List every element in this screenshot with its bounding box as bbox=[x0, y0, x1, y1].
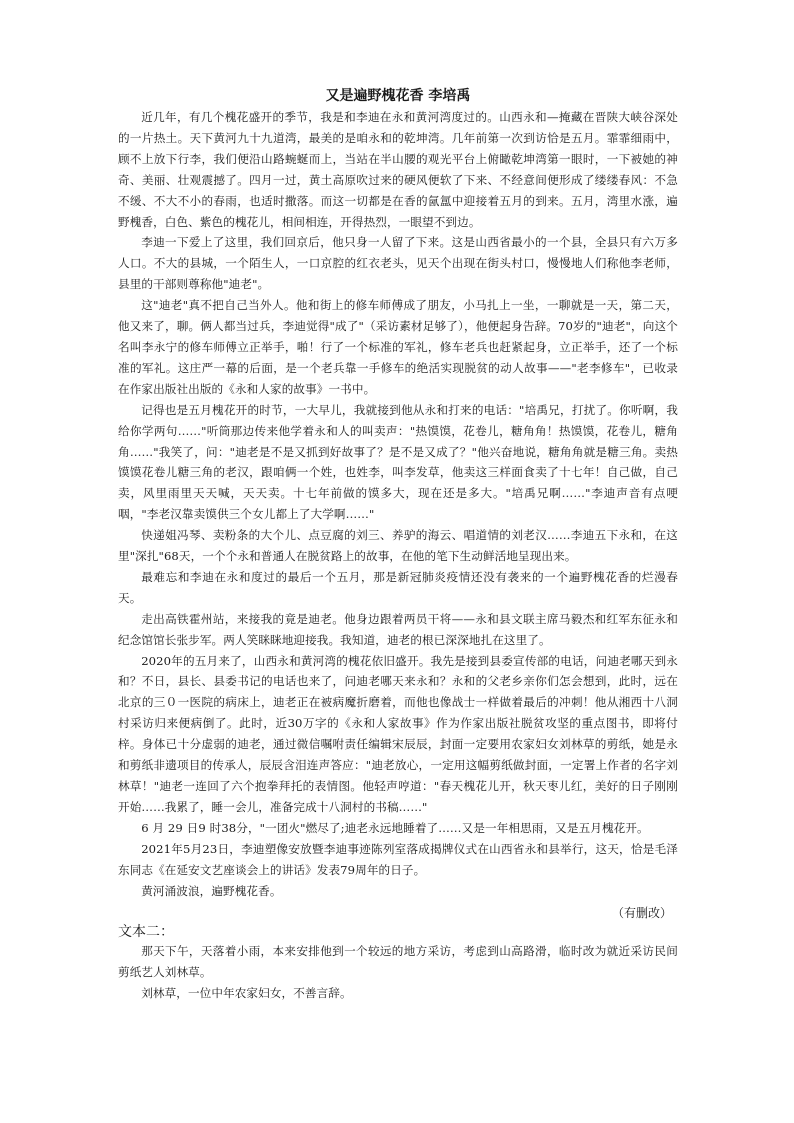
article-body bbox=[118, 107, 678, 901]
paragraph: 那天下午，天落着小雨，本来安排他到一个较远的地方采访，考虑到山高路滑，临时改为就近采访民间剪纸艺人刘林草。 bbox=[118, 944, 678, 980]
paragraph: 李迪一下爱上了这里，我们回京后，他只身一人留了下来。这是山西省最小的一个县，全县只有六万多人口。不大的县城，一个陌生人，一口京腔的红衣老头，见天个出现在街头村口，慢慢地人们称他李老师，县里的干部则尊称他"迪老"。 bbox=[118, 235, 678, 292]
paragraph: 6 月 29 日9 时38分，"一团火"燃尽了;迪老永远地睡着了……又是一年相思雨，又是五月槐花开。 bbox=[141, 820, 649, 835]
document-page bbox=[118, 88, 678, 1004]
paragraph: 走出高铁霍州站，来接我的竟是迪老。他身边跟着两员干将——永和县文联主席马毅杰和红军东征永和纪念馆馆长张步军。两人笑眯眯地迎接我。我知道，迪老的根已深深地扎在这里了。 bbox=[118, 611, 678, 647]
paragraph: 记得也是五月槐花开的时节，一大早儿，我就接到他从永和打来的电话："培禹兄，打扰了。你听啊，我给你学两句……"听筒那边传来他学着永和人的叫卖声："热馍馍，花卷儿，糖角角！热馍馍，花卷儿，糖角角……"我笑了，问："迪老是不是又抓到好故事了？是不是又成了？"他兴奋地说，糖角角就是糖三角。卖热馍馍花卷儿糖三角的老汉，跟咱俩一个姓，也姓李，叫李发草，他卖这三样面食卖了十七年！自己做，自己卖，风里雨里天天喊，天天卖。十七年前做的馍多大，现在还是多大。"培禹兄啊……"李迪声音有点哽咽，"李老汉靠卖馍供三个女儿都上了大学啊……" bbox=[118, 402, 678, 522]
section2-body bbox=[118, 941, 678, 1004]
paragraph: 近几年，有几个槐花盛开的季节，我是和李迪在永和黄河湾度过的。山西永和—掩藏在晋陕大峡谷深处的一片热土。天下黄河九十九道湾，最美的是咱永和的乾坤湾。几年前第一次到访恰是五月。霏霏细雨中，顾不上放下行李，我们便沿山路蜿蜒而上，当站在半山腰的观光平台上俯瞰乾坤湾第一眼时，一下被她的神奇、美丽、壮观震撼了。四月一过，黄土高原吹过来的硬风便软了下来、不经意间便形成了缕缕春风：不急不缓、不大不小的春雨，也适时撒落。而这一切都是在香的氤氲中迎接着五月的到来。五月，湾里水涨，遍野槐香，白色、紫色的槐花儿，相间相连，开得热烈，一眼望不到边。 bbox=[118, 110, 678, 229]
paragraph: 快递姐冯琴、卖粉条的大个儿、点豆腐的刘三、养驴的海云、唱道情的刘老汉……李迪五下永和，在这里"深扎"68天，一个个永和普通人在脱贫路上的故事，在他的笔下生动鲜活地呈现出来。 bbox=[118, 528, 678, 564]
section-label: 文本二： bbox=[118, 924, 174, 941]
paragraph: 最难忘和李迪在永和度过的最后一个五月，那是新冠肺炎疫情还没有袭来的一个遍野槐花香的烂漫春天。 bbox=[118, 569, 678, 605]
paragraph: 黄河涌波浪，遍野槐花香。 bbox=[141, 883, 282, 898]
paragraph: 2021年5月23日，李迪塑像安放暨李迪事迹陈列室落成揭牌仪式在山西省永和县举行，这天，恰是毛泽东同志《在延安文艺座谈会上的讲话》发表79周年的日子。 bbox=[118, 841, 678, 877]
edit-note: （有删改） bbox=[611, 906, 672, 921]
article-title: 又是遍野槐花香 李培禹 bbox=[325, 88, 471, 104]
paragraph: 这"迪老"真不把自己当外人。他和街上的修车师傅成了朋友，小马扎上一坐，一聊就是一天，第二天，他又来了，聊。俩人都当过兵，李迪觉得"成了"（采访素材足够了），他便起身告辞。70岁的"迪老"，向这个名叫李永宁的修车师傅立正举手，啪！行了一个标准的军礼，修车老兵也赶紧起身，立正举手，还了一个标准的军礼。这庄严一幕的后面，是一个老兵靠一手修车的绝活实现脱贫的动人故事——"老李修车"，已收录在作家出版社出版的《永和人家的故事》一书中。 bbox=[118, 298, 678, 396]
paragraph: 2020年的五月来了，山西永和黄河湾的槐花依旧盛开。我先是接到县委宣传部的电话，问迪老哪天到永和？不日，县长、县委书记的电话也来了，问迪老哪天来永和？永和的父老乡亲你们怎会想到，此时，远在北京的三０一医院的病床上，迪老正在被病魔折磨着，而他也像战士一样做着最后的冲刺！他从湘西十八洞村采访归来便病倒了。此时，近30万字的《永和人家故事》作为作家出版社脱贫攻坚的重点图书，即将付梓。身体已十分虚弱的迪老，通过微信嘱咐责任编辑宋辰辰，封面一定要用农家妇女刘林草的剪纸，她是永和剪纸非遗项目的传承人，辰辰含泪连声答应："迪老放心，一定用这幅剪纸做封面，一定署上作者的名字刘林草！"迪老一连回了六个抱拳拜托的表情图。他轻声哼道："春天槐花儿开，秋天枣儿红，美好的日子刚刚开始……我累了，睡一会儿，准备完成十八洞村的书稿……" bbox=[118, 653, 678, 814]
paragraph: 刘林草，一位中年农家妇女，不善言辞。 bbox=[141, 986, 352, 1001]
